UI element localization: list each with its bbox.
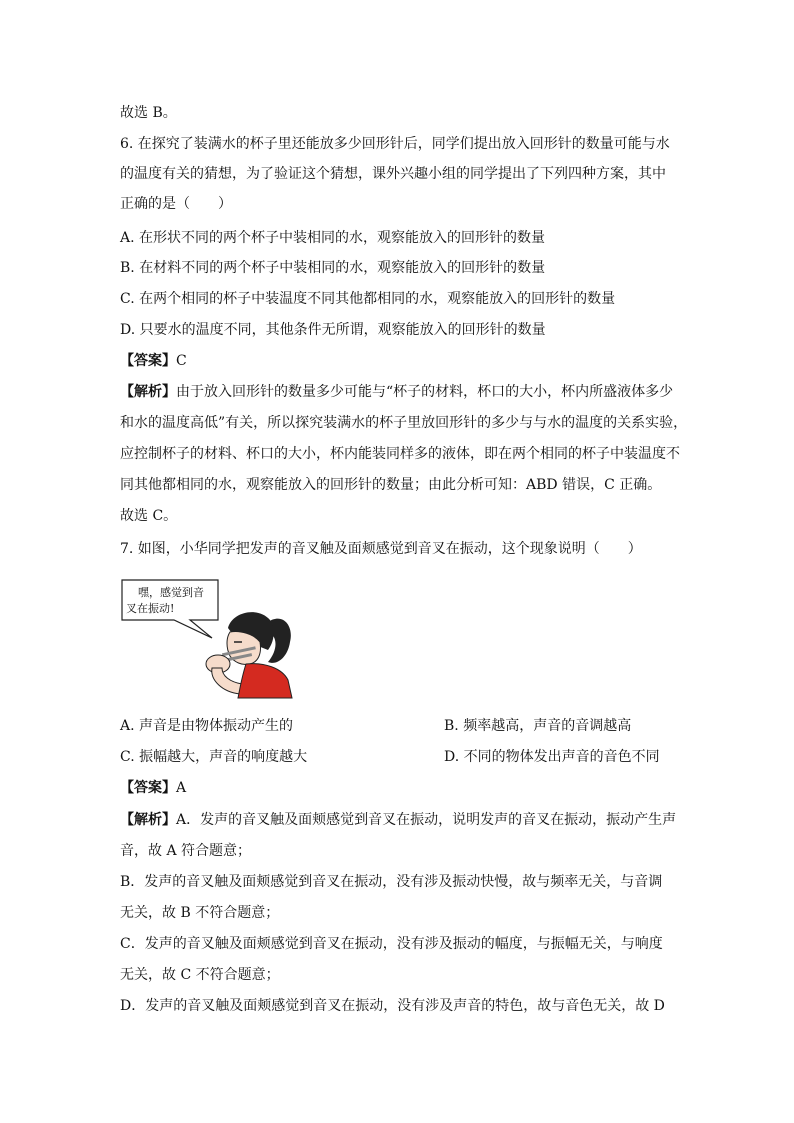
explanation-line: D．发声的音叉触及面颊感觉到音叉在振动，没有涉及声音的特色，故与音色无关，故 D	[120, 998, 665, 1014]
option-a: A. 在形状不同的两个杯子中装相同的水，观察能放入的回形针的数量	[120, 230, 546, 246]
text-line: 故选 B。	[120, 105, 177, 121]
explanation-line: C．发声的音叉触及面颊感觉到音叉在振动，没有涉及振动的幅度，与振幅无关，与响度	[120, 936, 663, 952]
option-a: A. 声音是由物体振动产生的	[120, 718, 294, 734]
explanation-line: 同其他都相同的水，观察能放入的回形针的数量；由此分析可知：ABD 错误，C 正确。	[120, 477, 662, 493]
bubble-text-2: 叉在振动!	[126, 602, 175, 615]
girl-tuning-fork-illustration	[118, 576, 298, 700]
option-c: C. 振幅越大，声音的响度越大	[120, 749, 308, 765]
explanation-line: 应控制杯子的材料、杯口的大小，杯内能装同样多的液体，即在两个相同的杯子中装温度不	[120, 446, 680, 462]
arm	[212, 668, 242, 694]
explanation-text: 由于放入回形针的数量多少可能与“杯子的材料，杯口的大小，杯内所盛液体多少	[176, 384, 674, 400]
explanation-text: A．发声的音叉触及面颊感觉到音叉在振动，说明发声的音叉在振动，振动产生声	[176, 812, 677, 828]
answer-value: A	[176, 780, 187, 796]
answer-value: C	[176, 353, 187, 369]
answer-line	[120, 778, 186, 798]
explanation-line	[120, 382, 673, 402]
explanation-line: 无关，故 C 不符合题意；	[120, 967, 280, 983]
explanation-label: 【解析】	[120, 384, 176, 400]
option-b: B. 在材料不同的两个杯子中装相同的水，观察能放入的回形针的数量	[120, 260, 546, 276]
explanation-line: 和水的温度高低”有关，所以探究装满水的杯子里放回形针的多少与与水的温度的关系实验，	[120, 415, 688, 431]
text-line: 故选 C。	[120, 508, 178, 524]
explanation-line: B．发声的音叉触及面颊感觉到音叉在振动，没有涉及振动快慢，故与频率无关，与音调	[120, 874, 663, 890]
question-6-line: 6. 在探究了装满水的杯子里还能放多少回形针后，同学们提出放入回形针的数量可能与水	[120, 136, 670, 152]
explanation-label: 【解析】	[120, 812, 176, 828]
question-6-line: 的温度有关的猜想，为了验证这个猜想，课外兴趣小组的同学提出了下列四种方案，其中	[120, 166, 666, 182]
question-6-line: 正确的是（ ）	[120, 196, 232, 212]
question-7-line: 7. 如图，小华同学把发声的音叉触及面颊感觉到音叉在振动，这个现象说明（ ）	[120, 541, 642, 557]
answer-label: 【答案】	[120, 780, 176, 796]
explanation-line: 无关，故 B 不符合题意；	[120, 905, 280, 921]
option-d: D. 只要水的温度不同，其他条件无所谓，观察能放入的回形针的数量	[120, 322, 546, 338]
option-b: B. 频率越高，声音的音调越高	[444, 718, 632, 734]
answer-line	[120, 351, 187, 371]
option-d: D. 不同的物体发出声音的音色不同	[444, 749, 660, 765]
bubble-text-1: 嘿，感觉到音	[138, 586, 204, 599]
option-c: C. 在两个相同的杯子中装温度不同其他都相同的水，观察能放入的回形针的数量	[120, 291, 616, 307]
red-dress	[238, 664, 292, 698]
answer-label: 【答案】	[120, 353, 176, 369]
explanation-line	[120, 810, 676, 830]
explanation-line: 音，故 A 符合题意；	[120, 843, 252, 859]
